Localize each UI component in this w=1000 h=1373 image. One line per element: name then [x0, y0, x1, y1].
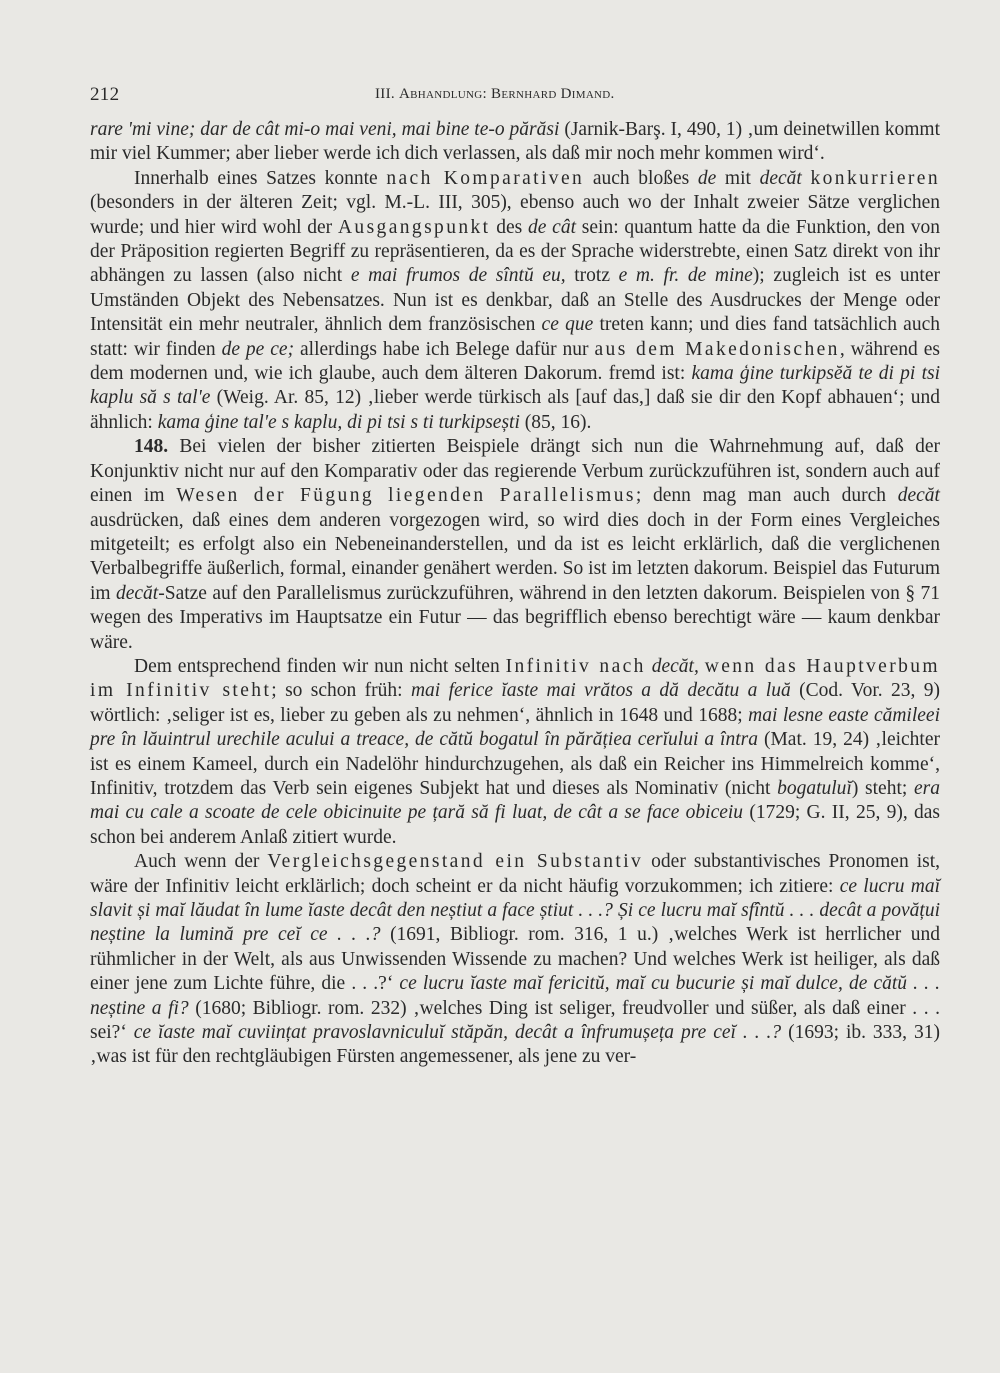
text-run: ; so schon früh:	[271, 680, 411, 702]
text-run: Dem entsprechend finden wir nun nicht selten	[134, 655, 506, 677]
text-run: mit	[716, 167, 760, 189]
text-run: (1680; Bibliogr. rom. 232) ‚welches Ding ist seliger, freudvoller und süßer, als daß einer . . . sei?‘	[90, 997, 940, 1044]
text-run: allerdings habe ich Belege dafür nur	[294, 338, 595, 360]
text-run	[802, 168, 811, 189]
italic-run: de pe ce;	[221, 338, 295, 360]
text-run: (Mat. 19, 24) ‚leichter ist es einem Kameel, durch ein Nadelöhr hindurchzugehen, als daß ein Reicher ins Himmelreich komme‘, Infinitiv, trotzdem das Verb sein eigenes Subjekt hat und dieses als Nominativ (nicht	[90, 729, 940, 799]
text-run: -Satze auf den Parallelismus zurückzuführen, während in den letzten dakorum. Beispielen von § 71 wegen des Imperativs im Hauptsatze ein Futur — das begrifflich ebenso berechtigt wäre — kaum denkbar wäre.	[90, 582, 940, 653]
spaced-run: aus dem Makedonischen	[594, 338, 840, 360]
paragraph	[90, 167, 940, 435]
paragraph	[90, 118, 940, 167]
spaced-run: nach Komparativen	[386, 167, 585, 189]
running-title	[375, 86, 615, 103]
paragraph	[90, 435, 940, 655]
spaced-run: wenn das Hauptverbum im Infinitiv steht	[90, 655, 941, 702]
running-title-prefix: III.	[375, 86, 395, 102]
text-run: (Jarnik-Barş. I, 490, 1) ‚um deinetwillen kommt mir viel Kummer; aber lieber werde ich dich verlassen, als daß mir noch mehr kommen wird‘.	[90, 119, 940, 165]
text-run: (besonders in der älteren Zeit; vgl. M.-L. III, 305), ebenso auch wo der Inhalt zweier Sätze verglichen wurde; und hier wird wohl der	[90, 192, 940, 238]
italic-run: ce que	[541, 314, 594, 336]
text-run: auch bloßes	[584, 167, 698, 189]
paragraph	[90, 655, 940, 850]
italic-run: e mai frumos de sîntŭ eu,	[350, 265, 566, 287]
text-run: Bei vielen der bisher zitierten Beispiele drängt sich nun die Wahrnehmung auf, daß der Konjunktiv nicht nur auf den Komparativ oder das regierende Verbum zurückzuführen ist, sondern auch auf einen im	[90, 436, 940, 507]
text-run: ausdrücken, daß eines dem anderen vorgezogen wird, so wird dies doch in der Form eines Vergleiches mitgeteilt; es erfolgt also ein Nebeneinanderstellen, und da ist es leicht erklärlich, daß die verglichenen Verbalbegriffe äußerlich, formal, einander genähert werden. So ist im letzten dakorum. Beispiel das Futurum im	[90, 509, 940, 604]
spaced-run: Infinitiv nach	[505, 655, 646, 677]
italic-run: de	[697, 167, 717, 189]
text-run: (1729; G. II, 25, 9), das schon bei anderem Anlaß zitiert wurde.	[90, 802, 941, 848]
text-run: trotz	[565, 265, 619, 287]
text-run: (Weig. Ar. 85, 12) ‚lieber werde türkisch als [auf das,] daß sie dir den Kopf abhauen‘; und ähnlich:	[90, 387, 940, 433]
italic-run: de cât	[528, 216, 577, 238]
text-run: des	[490, 216, 529, 238]
text-run: ); zugleich ist es unter Umständen Objekt des Nebensatzes. Nun ist es denkbar, daß an Stelle des Ausdruckes der Menge oder Intensität ein mehr neutraler, ähnlich dem französischen	[90, 265, 940, 336]
italic-run: decăt	[897, 485, 940, 507]
italic-run: mai lesne easte cămileei pre în lăuintrul urechile acului a treace, de cătŭ bogatul în părățiea cerĭului a întra	[90, 704, 940, 751]
italic-run: ce lucru ĭaste maĭ fericitŭ, maĭ cu bucurie și maĭ dulce, de cătŭ . . . neștine a fi?	[90, 973, 940, 1019]
text-run: (1691, Bibliogr. rom. 316, 1 u.) ‚welches Werk ist herrlicher und rühmlicher in der Welt, als aus Unwissenden Wissende zu machen? Und welches Werk ist heiliger, als daß einer jene zum Lichte führe, die . . .?‘	[90, 924, 940, 995]
section-number: 148.	[134, 436, 169, 458]
italic-run: decăt	[116, 582, 159, 604]
italic-run: rare 'mi vine; dar de cât mi-o mai veni, mai bine te-o părăsi	[90, 119, 560, 140]
italic-run: mai ferice ĭaste mai vrătos a dă decătu a luă	[410, 680, 791, 702]
spaced-run: Vergleichsgegenstand ein Substantiv	[267, 851, 644, 873]
spaced-run: Ausgangspunkt	[337, 216, 491, 238]
running-title-text: Abhandlung: Bernhard Dimand.	[399, 86, 615, 102]
italic-run: kama ģine tal'e s kaplu, di pi tsi s ti turkipsești	[157, 411, 520, 433]
italic-run: kama ģine turkipsĕă te di pi tsi kaplu să s tal'e	[90, 363, 940, 409]
italic-run: era mai cu cale a scoate de cele obicinuite pe țară să fi luat, de cât a se face obiceiu	[90, 777, 940, 824]
italic-run: bogatuluĭ	[777, 777, 852, 799]
page-number: 212	[90, 84, 120, 105]
text-run: ; denn mag man auch durch	[635, 485, 898, 507]
text-run: Auch wenn der	[134, 851, 268, 873]
text-run: sein: quantum hatte da die Funktion, den von der Präposition regierten Begriff zu repräsentieren, da es der Sprache widerstrebte, einen Satz direkt von ihr abhängen zu lassen (also nicht	[90, 216, 941, 287]
italic-run: ce ĭaste maĭ cuviințat pravoslavniculuĭ stăpăn, decât a înfrumușeța pre ceĭ . . .?	[133, 1022, 782, 1044]
text-run: (85, 16).	[519, 411, 592, 433]
italic-run: ce lucru maĭ slavit și maĭ lăudat în lume ĭaste decât den neștiut a face știut . . .? Și ce lucru maĭ sfîntŭ . . . decât a povățui neștine la lumină pre ceĭ ce . . .?	[90, 875, 940, 946]
text-run: Innerhalb eines Satzes konnte	[134, 167, 387, 189]
text-run: treten kann; und dies fand tatsächlich auch statt: wir finden	[90, 314, 940, 360]
text-run: (1693; ib. 333, 31) ‚was ist für den rechtgläubigen Fürsten angemessener, als jene zu ver-	[90, 1022, 940, 1068]
italic-run: e m. fr. de mine	[618, 265, 753, 287]
text-run: oder substantivisches Pronomen ist, wäre der Infinitiv leicht erklärlich; doch scheint er da nicht häufig vorzukommen; ich zitiere:	[90, 851, 941, 897]
spaced-run: konkurrieren	[810, 167, 941, 189]
italic-run: decăt	[759, 167, 802, 189]
text-run: ) steht;	[851, 777, 914, 799]
body-text	[90, 118, 940, 1070]
spaced-run: Wesen der Fügung liegenden Parallelismus	[176, 485, 636, 507]
text-run: , während es dem modernen und, wie ich glaube, auch dem älteren Dakorum. fremd ist:	[90, 338, 940, 385]
italic-run: decăt,	[651, 655, 699, 677]
paragraph	[90, 850, 940, 1070]
text-run: (Cod. Vor. 23, 9) wörtlich: ‚seliger ist es, lieber zu geben als zu nehmen‘, ähnlich in 1648 und 1688;	[90, 680, 940, 726]
